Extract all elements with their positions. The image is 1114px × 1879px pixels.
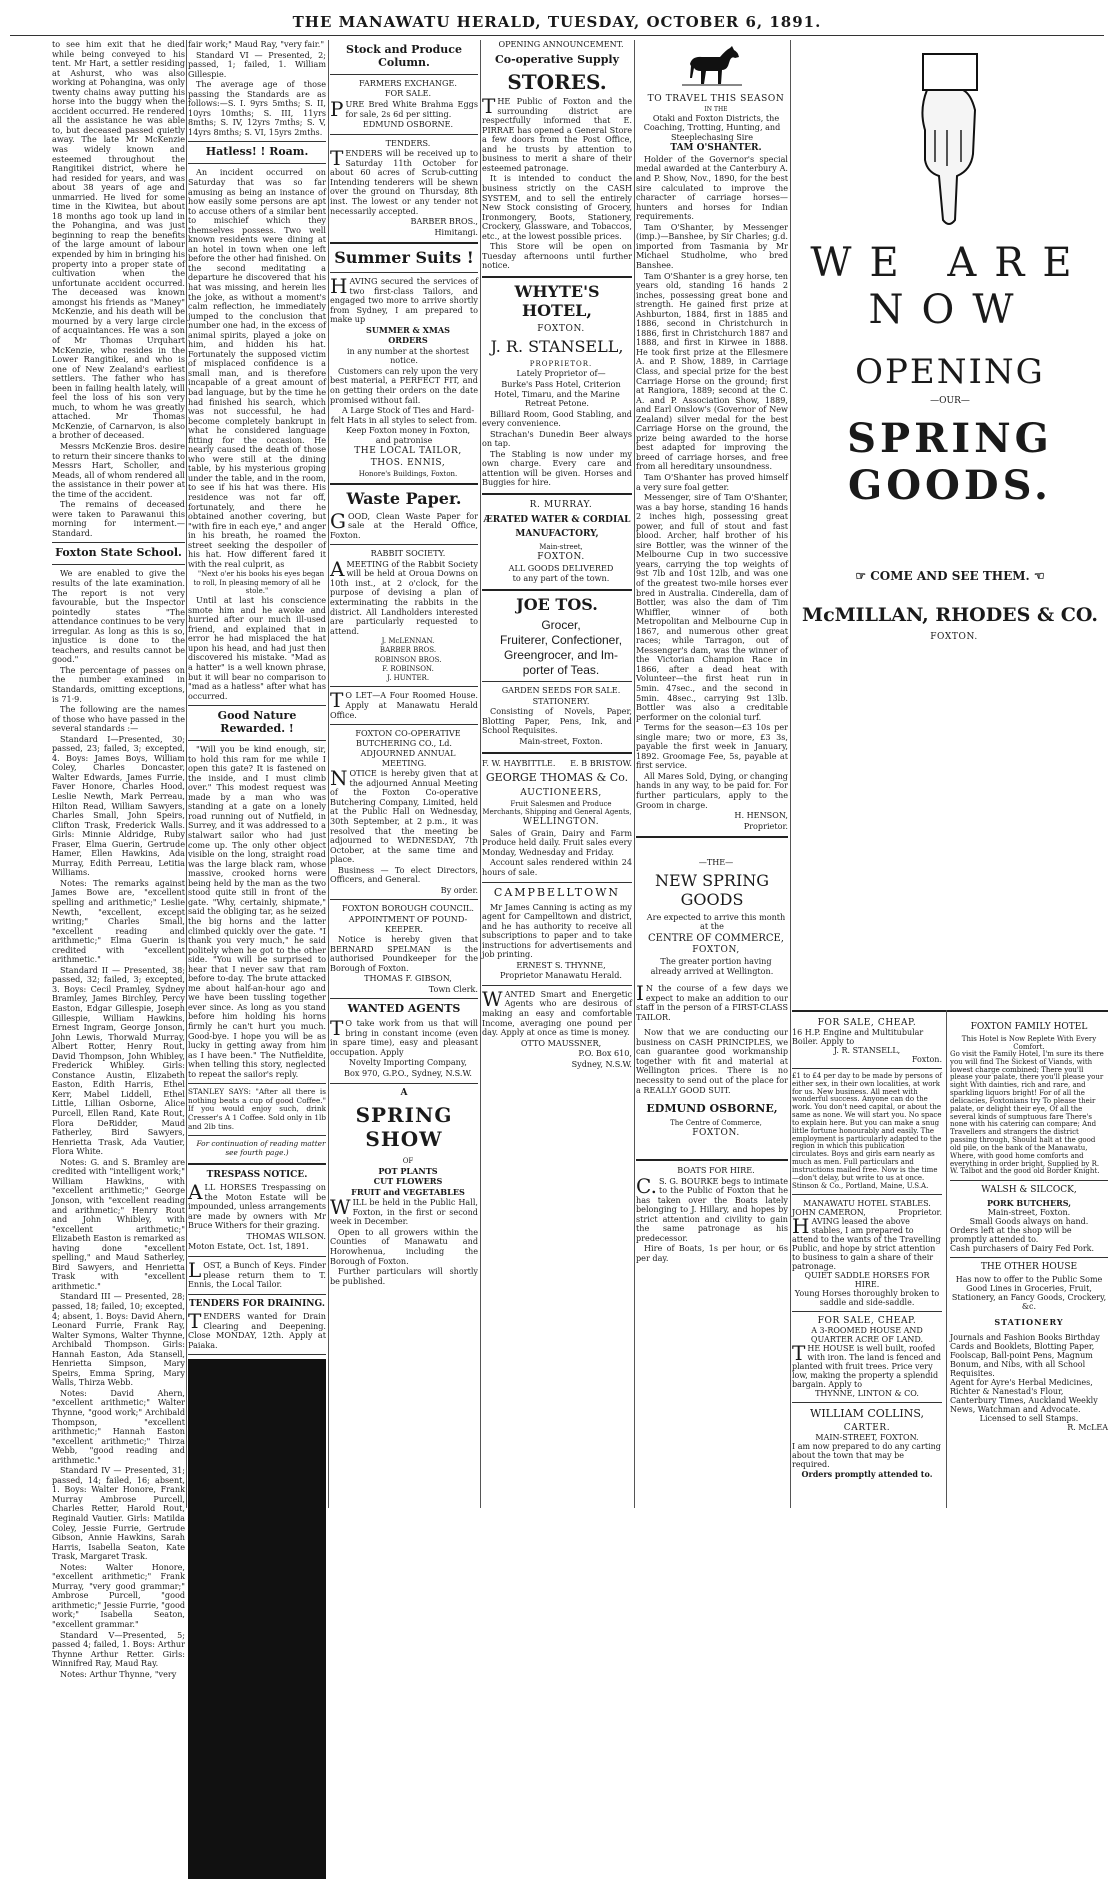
ad-summer-text: in any number at the shortest notice. (346, 345, 470, 366)
ad-mclea: R. McLEA (1067, 1423, 1108, 1433)
ad-rabbit-name: ROBINSON BROS. (374, 655, 442, 664)
ad-come-and-see (792, 569, 1108, 583)
article-text: We are enabled to give the results of the late examination. The report is not very favourable, but the Inspector pointedly states "The attendance continues to be very irregular. As long as this is so, injustice is done to the teachers, and results cannot be good." (52, 568, 185, 665)
divider (52, 564, 185, 565)
article-text: Notes: The remarks against James Bowe are, "excellent spelling and arithmetic;" Leslie Newth, "excellent, except writing;" Charles Small, "excellent reading and arithmetic;" Elma Guerin is credited with "excellent arithmetic." (52, 877, 185, 965)
article-heading-hatless: Hatless! ! Roam. (205, 145, 309, 159)
ad-lost: LOST, a Bunch of Keys. Finder please return them to T. Ennis, the Local Tailor. (188, 1257, 326, 1290)
ad-sales: Sales of Grain, Dairy and Farm Produce held daily. Fruit sales every Monday, Wednesday and Friday. (482, 827, 632, 857)
divider (482, 681, 632, 682)
article-text: Until at last his conscience smote him and he awoke and hurried after our much ill-used friend, and explained that in error he had misplaced the hat upon his head, and had just then discovered his mistake. "Mad as a hatter" is a well known phrase, but it will bear no comparison to "mad as a hatless" after what has occurred. (188, 595, 326, 701)
ad-pound-heading: APPOINTMENT OF POUND-KEEPER. (348, 913, 468, 934)
ad-wanted: TO take work from us that will bring in constant income (even in spare time), easy and pleasant occupation. Apply (330, 1016, 478, 1057)
ad-henson: H. HENSON, (734, 810, 788, 821)
ad-trespass-text: ALL HORSES Trespassing on the Moton Estate will be impounded, unless arrangements are made by owners with Mr Bruce Withers for their grazing. (188, 1180, 326, 1231)
ad-tam-text: Holder of the Governor's special medal awarded at the Canterbury A. and P. Show, Nov., 1890, for the best sire calculated to improve the character of carriage horses—hunters and horses for Indian requirements. (636, 153, 788, 222)
ad-stationery-heading: STATIONERY (994, 1317, 1064, 1328)
ad-otto: OTTO MAUSSNER, (520, 1037, 602, 1048)
ad-thynne: ERNEST S. THYNNE, (516, 959, 606, 970)
divider (792, 1010, 1108, 1012)
ad-grocer: Grocer, (541, 617, 581, 632)
article-text: Notes: Walter Honore, "excellent arithmetic;" Frank Murray, "very good grammar;" Ambrose Purcell, "good arithmetic;" Jessie Furrie, "good work;" Isabella Seaton, "excellent grammar." (52, 1561, 185, 1630)
article-text: Notes: Arthur Thynne, "very (60, 1668, 177, 1679)
ad-novelty-addr: Box 970, G.P.O., Sydney, N.S.W. (344, 1068, 472, 1079)
ad-boats-heading: BOATS FOR HIRE. (677, 1164, 755, 1175)
ad-store-text: This Store will be open on Tuesday afternoons until further notice. (482, 241, 632, 271)
divider (950, 1180, 1108, 1181)
quote-verse: "Next o'er his books his eyes began to roll, In pleasing memory of all he stole." (193, 570, 325, 595)
ad-tenders-sign: BARBER BROS., (410, 216, 478, 227)
ad-delivered: ALL GOODS DELIVERED (508, 562, 614, 573)
ad-summer-text: Keep Foxton money in Foxton, and patronise (345, 425, 471, 445)
ad-campbelltown-text: Mr James Canning is acting as my agent for Campelltown and district, and he has authority to receive all subscriptions to paper and to take instructions for advertisements and job printing. (482, 901, 632, 960)
ad-rabbit-name: F. ROBINSON. (382, 664, 434, 673)
divider (330, 686, 478, 687)
masthead (10, 10, 1104, 36)
ad-spring-show-open: Open to all growers within the Counties of Manawatu and Horowhenua, including the Borough of Foxton. (330, 1226, 478, 1266)
article-text: Standard I—Presented, 30; passed, 23; failed, 3; excepted, 4. Boys: James Boys, William Coley, Charles Doncaster, Walter Edwards, James Furrie, Faver Honore, Charles Hood, Leslie Newth, Mark Perreau, Hilton Read, William Sawyers, Charles Small, John Speirs, Clifton Trask, Frederick Walls. Girls: Minnie Aldridge, Ruby Fraser, Elma Guerin, Gertrude Hamer, Ellen Hawkins, Ada Murray, Edith Perreau, Letitia Williams. (52, 733, 185, 878)
ad-farmers: FARMERS EXCHANGE. (359, 77, 457, 88)
pointing-hand-right-icon: ☞ (855, 569, 871, 584)
ads-right (950, 1018, 1108, 1432)
ad-ennis-addr: Honore's Buildings, Foxton. (358, 469, 458, 478)
ad-stores: STORES. (507, 69, 607, 94)
ad-waste-heading: Waste Paper. (346, 488, 462, 508)
divider (636, 1159, 788, 1161)
divider (482, 882, 632, 883)
ad-lately: Lately Proprietor of— (516, 368, 606, 379)
ad-borough-heading: FOXTON BOROUGH COUNCIL. (341, 903, 474, 914)
divider (482, 752, 632, 754)
column-ads-3 (636, 40, 788, 1508)
ad-pound-text: Notice is hereby given that BERNARD SPELMAN is the authorised Poundkeeper for the Borough of Foxton. (330, 934, 478, 973)
ad-young: Young Horses thoroughly broken to saddle and side-saddle. (794, 1289, 940, 1308)
ad-spring-goods: SPRING GOODS. (847, 415, 1053, 510)
divider (792, 1194, 942, 1195)
ad-come-text: COME AND SEE THEM. (870, 569, 1030, 584)
ad-expected: Are expected to arrive this month at the (646, 911, 786, 932)
ad-whyte-foxton: FOXTON. (537, 323, 585, 334)
ad-fs2-b: QUARTER ACRE OF LAND. (810, 1335, 924, 1345)
ad-murray-foxton: FOXTON. (537, 552, 585, 563)
ad-account: Account sales rendered within 24 hours of sale. (482, 857, 632, 877)
divider (188, 1135, 326, 1136)
article-text: to see him exit that he died while being conveyed to his tent. Mr Hart, a settler residing at Ashurst, who was also working at Pohangina, was only twenty chains away putting his horse into the buggy when the accident occurred. He rendered all the assistance he was able to, but deceased passed quietly away. The late Mr McKenzie was widely known and esteemed throughout the Rangitikei district, where he had resided for years, and was about 38 years of age and unmarried. He lived for some time in the Kiwitea, but about 18 months ago took up land in the Pohangina, and was just beginning to reap the benefits of the large amount of labour expended by him in bringing his property into a proper state of cultivation when the unfortunate accident occurred. The deceased was known amongst his friends as "Maney" McKenzie, and his death will be mourned by a very large circle of acquaintances. He was a son of Mr Thomas Urquhart McKenzie, who resides in the Lower Rangitikei, and who is one of New Zealand's earliest settlers. The father who has been in failing health lately, will feel the loss of his son very much, to whom he was greatly attached. Mr Thomas McKenzie, of Carnarvon, is also a brother of deceased. (52, 39, 185, 441)
ad-mcmillan: McMILLAN, RHODES & CO. (802, 603, 1098, 626)
divider (636, 836, 788, 838)
ad-fs2-sign: THYNNE, LINTON & CO. (815, 1389, 919, 1399)
ad-tam-text: Tam O'Shanter has proved himself a very sure foal getter. (636, 471, 788, 492)
ad-eggs-sign: EDMUND OSBORNE. (362, 119, 454, 130)
ad-store-text: THE Public of Foxton and the surrounding district are respectfully informed that E. PIRRAE has opened a General Store a few doors from the Post Office, and he trusts by attention to business to merit a share of their esteemed patronage. (482, 94, 632, 173)
ad-aerated: ÆRATED WATER & CORDIAL (483, 514, 631, 525)
ads-subgrid (792, 1010, 1108, 1508)
ad-money: £1 to £4 per day to be made by persons of either sex, in their own localities, at work for us. New business. All meet with wonderful success. Anyone can do the work. You don't need capital, or about the same as none. We will start you. No space to explain here. But you can make a snug little fortune honourably and easily. The employment is particularly adapted to the region in which this publication circulates. Boys and girls earn nearly as much as men. Full particulars and instructions mailed free. Now is the time—don't delay, but write to us at once. Stinson & Co., Portland, Maine, U.S.A. (792, 1072, 942, 1190)
ad-proprietor: PROPRIETOR. (529, 360, 593, 369)
ad-travel: TO TRAVEL THIS SEASON (647, 94, 785, 104)
ad-licensed: Licensed to sell Stamps. (979, 1414, 1079, 1424)
column-ads-1 (330, 40, 478, 1508)
ad-greater: The greater portion having already arrived at Wellington. (650, 956, 774, 976)
ad-garden-seeds: GARDEN SEEDS FOR SALE. (501, 685, 621, 696)
ad-walsh-3: Cash purchasers of Dairy Fed Pork. (950, 1244, 1095, 1254)
article-text: Standard III — Presented, 28; passed, 18; failed, 10; excepted, 4; absent, 1. Boys: David Ahern, Leonard Furrie, Frank Ray, Walter Symons, Walter Thynne, Archibald Thompson. Girls: Hannah Easton, Ada Stansell, Henrietta Simpson, Mary Speirs, Emma Spring, Mary Walls, Thirza Webb. (52, 1291, 185, 1388)
divider (188, 1083, 326, 1084)
divider (950, 1257, 1108, 1258)
pointing-hand-left-icon: ☜ (1029, 569, 1045, 584)
ad-family-1: This Hotel is Now Replete With Every Comfort. (961, 1035, 1097, 1051)
ad-tam-text: Messenger, sire of Tam O'Shanter, was a bay horse, standing 16 hands 2 inches high, possessing great power, and full of stout and fast blood. Archer, half brother of his sire Bottler, was the winner of the Melbourne Cup in two successive years, carrying the top weights of 9st 7lb and 10st 12lb, and was one of the greatest two-mile horses ever bred in Australia. Cinderella, dam of Bottler, was also the dam of Tim Whiffler, winner of both Metropolitan and Melbourne Cup in 1867, and numerous other great races; while Tarragon, out of Messenger's dam, was the winner of the Victorian Champion Race in 1866, after a dead heat with Volunteer—the first heat run in 5min. 47sec., and the second in 5min. 48sec., carrying 9st 13lb. Bottler was also a creditable performer on the colonial turf. (636, 492, 788, 722)
divider (330, 134, 478, 135)
ad-spring-show-fruit: FRUIT and VEGETABLES (351, 1186, 465, 1197)
article-text: Notes: David Ahern, "excellent arithmetic;" Walter Thynne, "good work;" Archibald Thompson, "excellent arithmetic;" Hannah Easton "excellent arithmetic;" Thirza Webb, "good reading and arithmetic." (52, 1387, 185, 1465)
ad-cameron-2: Proprietor. (898, 1208, 942, 1218)
ad-spring-show-pot: POT PLANTS (378, 1165, 438, 1176)
ad-other-house: THE OTHER HOUSE (980, 1262, 1078, 1273)
ad-centre: CENTRE OF COMMERCE, (648, 932, 784, 944)
ad-stationery: Consisting of Novels, Paper, Blotting Paper, Pens, Ink, and School Requisites. (482, 706, 632, 736)
divider (330, 998, 478, 999)
divider (792, 1402, 942, 1403)
horse-icon (682, 44, 742, 90)
ad-the: —THE— (698, 857, 734, 868)
ad-spring-show-a: A (400, 1087, 408, 1098)
ad-mainfox: Main-street, Foxton. (519, 736, 603, 747)
ad-boats-hire: Hire of Boats, 1s per hour, or 6s per day. (636, 1243, 788, 1263)
divider (792, 1068, 942, 1069)
ad-fs1-place: Foxton. (911, 1055, 942, 1064)
article-heading-nature: Good Nature Rewarded. ! (217, 709, 297, 736)
divider (330, 724, 478, 725)
divider (188, 163, 326, 164)
ad-trespass-heading: TRESPASS NOTICE. (206, 1169, 308, 1180)
ad-foxton-2: FOXTON. (692, 1128, 740, 1139)
ad-waste: GOOD, Clean Waste Paper for sale at the Herald Office, Foxton. (330, 508, 478, 540)
article-text: The remains of deceased were taken to Parawanui this morning for interment.—Standard. (52, 499, 185, 538)
divider (330, 1083, 478, 1084)
divider (330, 272, 478, 273)
ad-jr-stansell: J. R. STANSELL, (490, 337, 624, 357)
ad-mcmillan-foxton: FOXTON. (930, 632, 978, 643)
ad-trespass-date: Moton Estate, Oct. 1st, 1891. (188, 1241, 309, 1252)
article-text: An incident occurred on Saturday that was so far amusing as being an instance of how easily some persons are apt to accuse others of a similar bent to mischief which they themselves possess. Two well known residents were dining at an hotel in town when one left before the other had finished. On the second meditating a departure he discovered that his hat was missing, and herein lies the joke, as without a moment's calm reflection, he immediately jumped to the conclusion that number one had, in the excess of animal spirits, played a joke on him, and hidden his hat. Fortunately the supposed victim of misplaced confidence is a small man, and is therefore incapable of a great amount of bad language, but by the time he had finished his search, which was not successful, he had become completely bankrupt in what he considered language fitting for the occasion. He nearly caused the death of those who were still at the dining table, by his mysterious groping under the table, and in the room, to see if his hat was there. His residence was not far off, fortunately, and there he obtained another covering, but "with fire in each eye," and anger in his breath, he roamed the street seeking the despoiler of his hat. How different fared it with the real culprit, as (188, 167, 326, 569)
ad-walsh-addr: Main-street, Foxton. (987, 1208, 1071, 1218)
article-text: The percentage of passes on the number examined in Standards, omitting exceptions, is 71·9. (52, 664, 185, 704)
divider (188, 1354, 326, 1355)
ad-fruit-salesmen: Fruit Salesmen and Produce Merchants, Shipping and General Agents, (482, 799, 632, 816)
divider (188, 705, 326, 706)
article-text: Standard VI — Presented, 2; passed, 1; failed, 1. William Gillespie. (188, 49, 326, 79)
ad-small-goods: Small Goods always on hand. (969, 1217, 1089, 1227)
ad-billiard: Billiard Room, Good Stabling, and every convenience. (482, 408, 632, 429)
ad-our: —OUR— (930, 396, 970, 407)
column-news-1 (52, 39, 185, 1679)
ad-auctioneers: AUCTIONEERS, (520, 788, 602, 799)
ad-joe-tos: JOE TOS. (516, 594, 598, 614)
ad-boats-text: C.S. G. BOURKE begs to intimate to the Public of Foxton that he has taken over the Boats lately belonging to J. Hillary, and hopes by strict attention and civility to gain the same patronage as his predecessor. (636, 1173, 788, 1243)
ad-collins-addr: MAIN-STREET, FOXTON. (815, 1433, 919, 1443)
divider (330, 899, 478, 900)
ad-tenders-heading: TENDERS. (385, 137, 431, 148)
divider (188, 740, 326, 741)
ad-coop-heading: FOXTON CO-OPERATIVE BUTCHERING CO., Ld. (355, 728, 461, 748)
ad-tenders-place: Himitangi. (434, 226, 478, 237)
ad-partners (482, 759, 632, 769)
ad-tam-oshanter: TAM O'SHANTER. (670, 143, 762, 154)
ad-business: Business — To elect Directors, Officers, and General. (330, 864, 478, 885)
ad-collins: WILLIAM COLLINS, (810, 1407, 924, 1421)
ad-collins-text: I am now prepared to do any carting about the town that may be required. (792, 1442, 941, 1470)
ad-any-part: to any part of the town. (512, 573, 610, 584)
divider (188, 1294, 326, 1295)
ad-summer-text: HAVING secured the services of two first-class Tailors, and engaged two more to arrive shortly from Sydney, I am prepared to make up (330, 274, 478, 325)
ad-pound-town: Town Clerk. (428, 983, 478, 994)
ad-new-spring-goods: NEW SPRING GOODS (654, 870, 770, 909)
ad-grocer: Fruiterer, Confectioner, (499, 632, 623, 647)
ad-stabling: The Stabling is now under my own charge. Every care and attention will be given. Horses and Buggies for hire. (482, 448, 632, 488)
ad-rabbit-heading: RABBIT SOCIETY. (370, 548, 446, 559)
divider (330, 242, 478, 244)
column-rule (186, 40, 187, 1508)
ad-bristow: E. B BRISTOW. (570, 757, 632, 768)
ad-forsale: FOR SALE. (384, 88, 432, 99)
ad-tam-text: Tam O'Shanter is a grey horse, ten years old, standing 16 hands 2 inches, possessing great bone and strength. He gained first prize at Ashburton, 1884, first in 1885 and 1886, second in Christchurch in 1886, first in Christchurch 1887 and 1888, and first in Kirwee in 1888. He took first prize at the Ellesmere A. and P. Show, 1889, in Carriage Class, and special prize for the best Carriage Horse on the ground; first at Rangiora, 1889; second at the C. A. and P. Association Show, 1889, and Earl Onslow's (Governor of New Zealand) silver medal for the best Carriage Horse on the ground, the prize being awarded to the horse best adapted for improving the breed of carriage horses, and free from all hereditary unsoundness. (636, 270, 788, 472)
ad-wanted-heading: WANTED AGENTS (347, 1002, 461, 1016)
divider (482, 276, 632, 278)
ad-summer-xmas: SUMMER & XMAS (365, 324, 451, 335)
ad-byorder: By order. (440, 884, 478, 895)
ad-stationery: Journals and Fashion Books Birthday Cards and Booklets, Blotting Paper, Foolscap, Ball-point Pens, Magnum Bonum, and Nibs, with all School Requisites. (950, 1333, 1100, 1379)
ad-summer-text: A Large Stock of Ties and Hard-felt Hats in all styles to select from. (330, 405, 478, 425)
ad-summer-orders: ORDERS (388, 335, 428, 346)
ad-beer: Strachan's Dunedin Beer always on tap. (482, 428, 632, 449)
ad-campbelltown: CAMPBELLTOWN (493, 885, 621, 899)
column-ads-2 (482, 40, 632, 1508)
continuation-note: For continuation of reading matter see fourth page.) (196, 1139, 326, 1157)
ad-stables-heading: MANAWATU HOTEL STABLES. (803, 1199, 931, 1209)
ad-spring-show-cut: CUT FLOWERS (373, 1176, 443, 1187)
ad-tolet: TO LET—A Four Roomed House. Apply at Manawatu Herald Office. (330, 688, 478, 720)
article-text: The following are the names of those who have passed in the several standards :— (52, 704, 185, 734)
article-text: Standard II — Presented, 38; passed, 32; failed, 3; excepted, 3. Boys: Cecil Pramley, Sydney Bramley, James Birchley, Percy Easton, Edgar Gillespie, Joseph Gillespie, William Hawkins, Ernest Ingram, George Jonson, John Lewis, Thorwald Murray, Albert Rotter, Henry Rout, David Thompson, John Whibley, Frederick Whibley. Girls: Constance Austin, Elizabeth Easton, Edith Harris, Ethel Kerr, Mabel Liddell, Ethel Little, Lillian Osborne, Alice Purcell, Ellen Rand, Kate Rout, Flora DeRidder, Maud Fatherley, Bird Sawyers, Henrietta Trask, Ada Vautier, Flora White. (52, 964, 185, 1157)
ad-walsh-2: Orders left at the shop will be promptly attended to. (950, 1226, 1072, 1245)
ad-stock-heading: Stock and Produce Column. (346, 43, 462, 69)
ad-travel-text: Otaki and Foxton Districts, the Coaching, Trotting, Hunting, and Steeplechasing Sire (643, 112, 781, 142)
column-rule (946, 1010, 947, 1508)
ad-stables-text: HAVING leased the above stables, I am prepared to attend to the wants of the Travelling Public, and hope by strict attention to business to gain a share of their patronage. (792, 1214, 941, 1272)
article-text: Standard IV — Presented, 31; passed, 14; failed, 16; absent, 1. Boys: Walter Honore, Frank Murray Ambrose Purcell, Charles Retter, Harold Rout, Reginald Vautier. Girls: Matilda Coley, Jessie Furrie, Gertrude Gibson, Annie Hawkins, Sarah Harris, Isabella Seaton, Kate Trask, Margaret Trask. (52, 1465, 185, 1562)
article-text: Notes: G. and S. Bramley are credited with "intelligent work;" William Hawkins, with "excellent arithmetic;" George Jonson, with "excellent reading and arithmetic;" Henry Rout and John Whibley, with "excellent arithmetic;" Elizabeth Easton is remarked as having done "excellent spelling," and Maud Satherley, Bird Sawyers, and Henrietta Trask with "excellent arithmetic." (52, 1156, 185, 1291)
ad-notice: NOTICE is hereby given that at the adjourned Annual Meeting of the Foxton Co-operative Butchering Company, Limited, held at the Public Hall on Wednesday, 30th September, at 2 p.m., it was resolved that the meeting be adjourned to WEDNESDAY, 7th October, at the same time and place. (330, 766, 478, 865)
divider (792, 1311, 942, 1312)
ad-local-tailor: THE LOCAL TAILOR, (354, 446, 462, 457)
article-text: The average age of those passing the Standards are as follows:—S. I. 9yrs 5mths; S. II, 10yrs 10mths; S. III, 11yrs 8mths; S. IV, 12yrs 7mths; S. V, 14yrs 8mths; S. VI, 15yrs 2mths. (188, 79, 326, 137)
ad-tenders: TENDERS will be received up to Saturday 11th October for about 60 acres of Scrub-cutting Intending tenderers will be shewn over the ground on Thursday, 8th inst. The lowest or any tender not necessarily accepted. (330, 146, 478, 216)
ad-tam-text: All Mares Sold, Dying, or changing hands in any way, to be paid for. For further particulars, apply to the Groom in charge. (636, 770, 788, 810)
ad-rabbit-name: J. McLENNAN. (381, 637, 435, 646)
ad-draining-text: TENDERS wanted for Drain Clearing and Deepening. Close MONDAY, 12th. Apply at Paiaka. (188, 1309, 326, 1350)
ad-spring-show-of: OF (402, 1157, 414, 1166)
ad-cash: Now that we are conducting our business on CASH PRINCIPLES, we can guarantee good workmanship together with fit and material at Wellington prices. There is no necessity to send out of the place for a REALLY GOOD SUIT. (636, 1027, 788, 1095)
pointing-hand-icon (905, 50, 995, 230)
divider (52, 542, 185, 543)
redacted-block (188, 1359, 326, 1879)
ad-draining-heading: TENDERS FOR DRAINING. (188, 1298, 326, 1309)
ad-fs2-text: THE HOUSE is well built, roofed with iron. The land is fenced and planted with fruit trees. Price very low, making the property a splendid bargain. Apply to (792, 1341, 941, 1390)
ad-fs1-sign: J. R. STANSELL, (833, 1046, 901, 1055)
column-rule (328, 40, 329, 1508)
ad-eggs: PURE Bred White Brahma Eggs for sale, 2s 6d per sitting. (330, 97, 478, 122)
ad-tam-text: Tam O'Shanter, by Messenger (imp.)—Banshee, by Sir Charles; g.d. imported from Tasmania by Mr Michael Studholme, who bred Banshee. (636, 221, 788, 270)
column-rule (790, 40, 791, 1508)
ad-main-street: Main-street, (539, 542, 583, 551)
ad-stationery-heading: STATIONERY. (532, 695, 590, 706)
ad-foxton: FOXTON, (692, 945, 740, 956)
ad-collins-orders: Orders promptly attended to. (801, 1469, 933, 1480)
ad-wellington: WELLINGTON. (522, 817, 600, 828)
ad-haybittle: F. W. HAYBITTLE. (482, 757, 556, 768)
ad-manufactory: MANUFACTORY, (515, 529, 599, 540)
ad-wanted-agents: WANTED Smart and Energetic Agents who are desirous of making an easy and comfortable Income, averaging one pound per day. Apply at once as time is money. (482, 986, 632, 1038)
ad-george-thomas: GEORGE THOMAS & Co. (485, 771, 629, 785)
divider (482, 493, 632, 495)
ad-grocer: Greengrocer, and Im- (503, 647, 619, 662)
ad-adjourned: ADJOURNED ANNUAL MEETING. (360, 748, 456, 768)
ads-left (792, 1018, 942, 1479)
ad-summer-text: Customers can rely upon the very best material, a PERFECT FIT, and on getting their orders on the date promised without fail. (330, 365, 478, 405)
ad-rabbit-name: J. HUNTER. (386, 674, 430, 683)
ad-quiet: QUIET SADDLE HORSES FOR HIRE. (804, 1271, 930, 1290)
ad-grocer: porter of Teas. (522, 663, 600, 678)
divider (330, 544, 478, 545)
ad-whyte-hotel: WHYTE'S HOTEL, (514, 281, 600, 320)
ad-tam-text: Terms for the season—£3 10s per single mare; two or more, £3 3s, payable the first week in January, 1892. Groomage Fee, 5s, payable at first service. (636, 722, 788, 771)
ad-rabbit-name: BARBER BROS. (379, 646, 437, 655)
ad-carter: CARTER. (843, 1423, 891, 1434)
ad-fs1-text: 16 H.P. Engine and Multitubular Boiler. Apply to (792, 1028, 924, 1046)
column-rule (634, 40, 635, 1508)
ad-opening: OPENING (855, 352, 1045, 393)
divider (330, 74, 478, 75)
divider (482, 589, 632, 591)
ad-in-the: IN THE (704, 105, 728, 113)
ad-fs2-a: A 3-ROOMED HOUSE AND (811, 1326, 923, 1336)
ad-novelty: Novelty Importing Company, (349, 1057, 467, 1068)
ad-walsh: WALSH & SILCOCK, (981, 1185, 1077, 1196)
ad-coop-supply: Co-operative Supply (495, 52, 619, 66)
article-text: Standard V—Presented, 5; passed 4; failed, 1. Boys: Arthur Thynne Arthur Retter. Girls: Winnifred Ray, Maud Ray. (52, 1629, 185, 1669)
ad-pork: PORK BUTCHERS, (986, 1198, 1071, 1209)
column-news-2 (188, 40, 326, 1508)
ad-spring-show-further: Further particulars will shortly be published. (330, 1266, 478, 1286)
ad-opening: OPENING ANNOUNCEMENT. (498, 39, 624, 49)
divider (330, 483, 478, 485)
column-rule (480, 40, 481, 1508)
ad-edmund-osborne: EDMUND OSBORNE, (646, 1102, 778, 1116)
masthead-title: THE MANAWATU HERALD, TUESDAY, OCTOBER 6, 1891. (292, 13, 822, 31)
article-text: Messrs McKenzie Bros. desire to return their sincere thanks to Messrs Hart, Scholler, and Meads, all of whom rendered all the assistance in their power at the time of the accident. (52, 440, 185, 499)
article-text: "Will you be kind enough, sir, to hold this ram for me while I open this gate? It is fastened on the inside, and I must climb over." This modest request was made by a man who was standing at a gate on a lonely road running out of Nutfield, in Surrey, and it was addressed to a stalwart sailor who had just come up. The only other object visible on the long, straight road was the large black ram, whose massive, crooked horns were being held by the man as the two stood quite still in front of the gate. "Why, certainly, shipmate," said the obliging tar, as he seized the big horns and the latter climbed quickly over the gate. "I thank you very much," he said politely when he got to the other side. "You will be surprised to hear that I never saw that ram before to-day. The brute attacked me about half-an-hour ago and we have been tussling together ever since. As long as you stand before him holding his horns firmly he can't hurt you much. Good-bye. I hope you will be as lucky in getting away from him as I have been." The Nutfieldite, when telling this story, neglected to repeat the sailor's reply. (188, 744, 326, 1079)
ad-centre-of: The Centre of Commerce, (670, 1119, 762, 1128)
article-heading-school: Foxton State School. (55, 546, 182, 560)
ad-otto-box: P.O. Box 610, (578, 1048, 632, 1059)
ad-burke: Burke's Pass Hotel, Criterion Hotel, Timaru, and the Marine Retreat Petone. (494, 378, 621, 409)
ad-stanley: STANLEY SAYS: "After all there is nothing beats a cup of good Coffee." If you would enjoy such, drink Cresser's A 1 Coffee. Sold only in 1lb and 2lb tins. (188, 1087, 326, 1131)
ad-cameron: JOHN CAMERON, (792, 1208, 866, 1218)
ad-family-hotel: FOXTON FAMILY HOTEL (970, 1022, 1088, 1032)
article-text: fair work;" Maud Ray, "very fair." (188, 39, 325, 49)
ad-henson-2: Proprietor. (743, 820, 788, 831)
ad-other-1: Has now to offer to the Public Some Good Lines in Groceries, Fruit, Stationery, an Fancy Goods, Crockery, &c. (951, 1275, 1107, 1312)
ad-murray: R. MURRAY. (529, 500, 593, 510)
ad-we-are-now: WE ARE NOW (810, 240, 1090, 334)
divider (482, 985, 632, 986)
ad-fs2-heading: FOR SALE, CHEAP. (817, 1316, 917, 1327)
ad-trespass-sign: THOMAS WILSON. (246, 1230, 326, 1241)
ad-family-2: Go visit the Family Hotel, I'm sure its there you will find The Sickest of Viands, with lowest charge combined; There you'll please your palate, there you'll please your sight With dainties, rich and rare, and sparkling liquors bright! For of all the delicacies, Foxtonians try To please their palate, or delight their eye, Of all the several kinds of sumptuous fare There's none with his catering can compare; And Travellers and strangers the district passing through, Should halt at the good old pile, on the bank of the Manawatu, Where, with good home comforts and everything in order bright, Supplied by R. W. Talbot and the good old Border Knight. (950, 1050, 1104, 1176)
ad-thynne-2: Proprietor Manawatu Herald. (499, 970, 622, 981)
ad-summer-heading: Summer Suits ! (334, 248, 474, 268)
ad-store-text: It is intended to conduct the business strictly on the CASH SYSTEM, and to sell the entirely New Stock consisting of Grocery, Ironmongery, Boots, Stationery, Crockery, Glassware, and Tobaccos, etc., at the lowest possible prices. (482, 173, 632, 241)
ad-rabbit: AMEETING of the Rabbit Society will be held at Oroua Downs on 10th inst., at 2 o'clock, for the purpose of devising a plan of exterminating the rabbits in the district. All Landholders interested are particularly requested to attend. (330, 556, 478, 636)
divider (188, 1256, 326, 1257)
ad-fs1-heading: FOR SALE, CHEAP. (817, 1018, 917, 1028)
divider (188, 1163, 326, 1165)
ad-otto-city: Sydney, N.S.W. (571, 1058, 632, 1069)
ad-ennis: THOS. ENNIS, (370, 457, 446, 468)
ad-spring-show-title: SPRING SHOW (355, 1103, 453, 1151)
ad-spring-show-text: WILL be held in the Public Hall, Foxton, in the first or second week in December. (330, 1195, 478, 1227)
divider (188, 141, 326, 142)
ad-course: IN the course of a few days we expect to make an addition to our staff in the person of a FIRST-CLASS TAILOR. (636, 981, 788, 1022)
ad-pound-sign: THOMAS F. GIBSON, (364, 973, 452, 984)
ad-agent: Agent for Ayre's Herbal Medicines, Richter & Nanestad's Flour, Canterbury Times, Auckland Weekly News, Watchman and Advocate. (950, 1378, 1098, 1415)
